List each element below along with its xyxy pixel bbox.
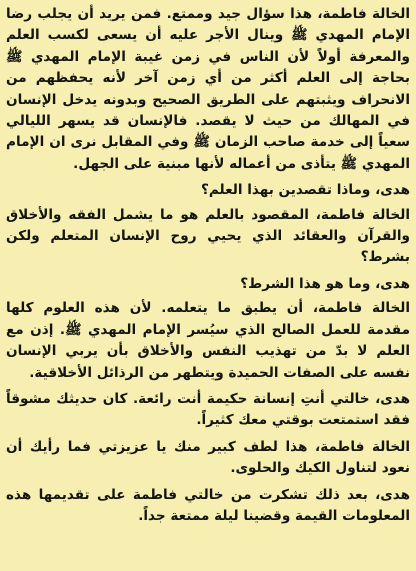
- paragraph-aunt-fatima-reply: الخالة فاطمة، هذا لطف كبير منك يا عزيزتي فما رأيك أن نعود لتناول الكيك والحلوى.: [6, 438, 410, 477]
- paragraph-huda-question-2: هدى، وما هو هذا الشرط؟: [240, 275, 410, 292]
- paragraph-aunt-fatima-answer-1: الخالة فاطمة، هذا سؤال جيد وممتع. فمن يريد أن يجلب رضا الإمام المهدي ﷺ وينال الأجر عليه أن يسعى لكسب العلم والمعرفة أولاً لأن الناس في زمن غيبة الإمام المهدي ﷺ بحاجة إلى العلم أكثر من أي زمن آخر لأنه يحفظهم من الانحراف ويثبتهم على الطريق الصحيح وبدونه يدخل الإنسان في المهالك من حيث لا يقصد. فالإنسان قد يسهر الليالي سعياً إلى خدمة صاحب الزمان ﷺ وفي المقابل نرى ان الإمام المهدي ﷺ يتأذى من أعماله لأنها مبنية على الجهل.: [6, 6, 410, 172]
- paragraph-huda-question-1: هدى، وماذا تقصدين بهذا العلم؟: [200, 182, 410, 199]
- paragraph-aunt-fatima-answer-2: الخالة فاطمة، المقصود بالعلم هو ما يشمل الفقه والأخلاق والقرآن والعقائد الذي يحيي روح الإنسان المتعلم ولكن بشرط؟: [6, 206, 410, 266]
- paragraph-huda-compliment: هدى، خالتي أنتِ إنسانة حكيمة أنت رائعة. كان حديثك مشوقاً فقد استمتعت بوقتي معك كثيراً.: [6, 390, 410, 429]
- paragraph-huda-closing: هدى، بعد ذلك تشكرت من خالتي فاطمة على تقديمها هذه المعلومات القيمة وقضينا ليلة ممتعة جداً.: [6, 486, 410, 524]
- paragraph-aunt-fatima-answer-3: الخالة فاطمة، أن يطبق ما يتعلمه. لأن هذه العلوم كلها مقدمة للعمل الصالح الذي سيُسر الإمام المهدي ﷺ. إذن مع العلم لا بدّ من تهذيب النفس والأخلاق بأن يربي الإنسان نفسه على الصفات الحميدة ويتطهر من الرذائل الأخلاقية.: [6, 300, 410, 381]
